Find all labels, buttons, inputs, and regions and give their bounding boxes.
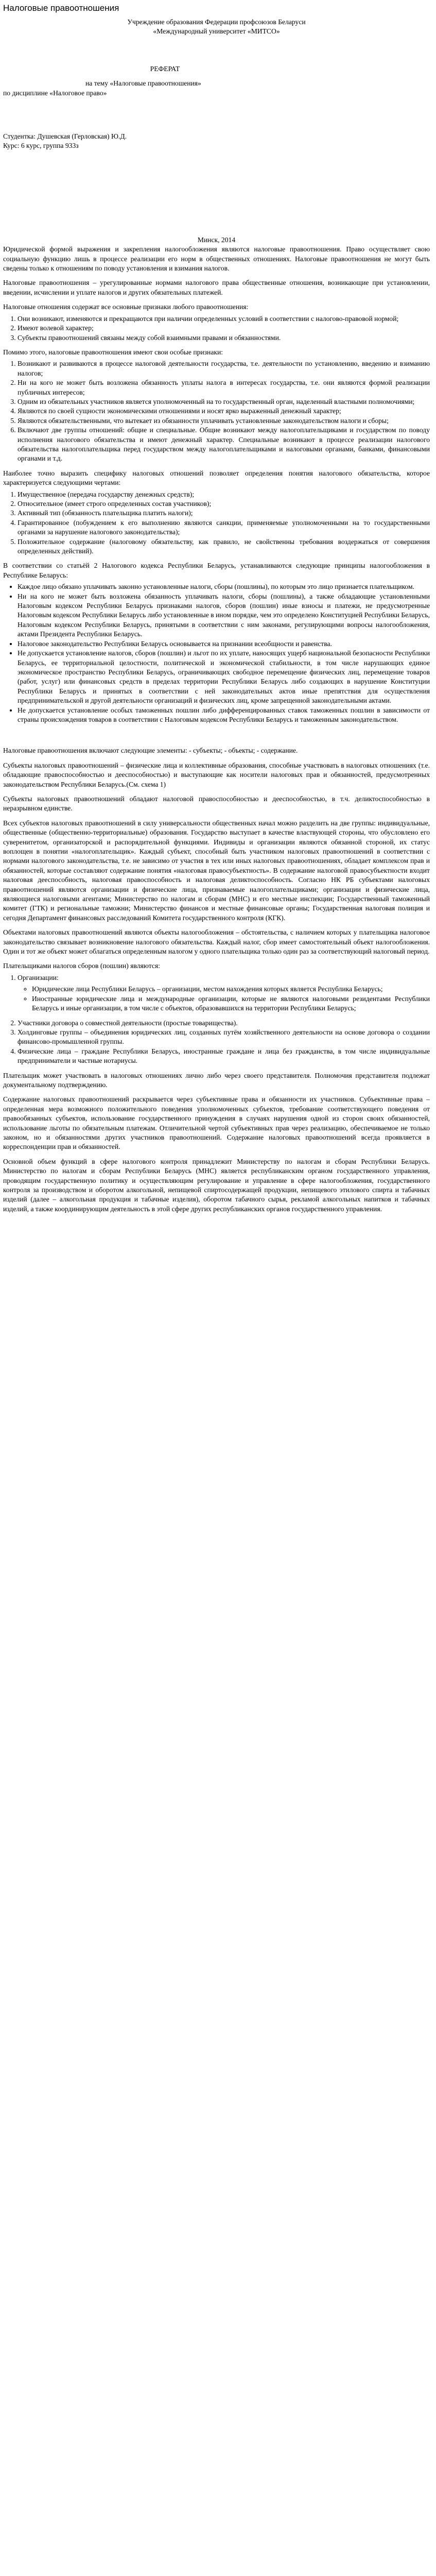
list-item: ◦ Юридические лица Республики Беларусь – организации, местом нахождения которых является Республика Беларусь; [32,985,430,994]
list-item: 1. Возникают и развиваются в процессе налоговой деятельности государства, т.е. деятельности по установлению, введению и взиманию налогов; [18,359,430,378]
capacity-paragraph: Субъекты налоговых правоотношений обладают налоговой правоспособностью и дееспособностью, в т.ч. деликтоспособностью в неразрывном единстве. [3,794,430,812]
list-item: • Налоговое законодательство Республики Беларусь основывается на признании всеобщности и равенства. [18,639,430,649]
institution-header [3,18,430,37]
payers-intro: Плательщиками налогов сборов (пошлин) являются: [3,962,160,970]
list-item: • Не допускается установление налогов, сборов (пошлин) и льгот по их уплате, наносящих ущерб национальной безопасности Республики Беларусь, ее территориальной целостности, политической и экономической стабильности, в том числе нарушающих единое экономическое пространство Республики Беларусь, ограничивающих свободное перемещение физических лиц, перемещение товаров (работ, услуг) или финансовых средств в пределах территории Республики Беларусь либо создающих в нарушение Конституции Республики Беларусь и принятых в соответствии с ней законодательных актов иные препятствия для осуществления предпринимательской и другой деятельности организаций и физических лиц, кроме запрещенной законодательными актами. [18,649,430,705]
list-item: 2. Относительное (имеет строго определенных состав участников); [18,499,430,509]
list-item: • Каждое лицо обязано уплачивать законно установленные налоги, сборы (пошлины), по которым это лицо признается плательщиком. [18,582,430,591]
list-item: • Не допускается установление особых таможенных пошлин либо дифференцированных ставок таможенных пошлин в зависимости от страны происхождения товаров в соответствии с Налоговым кодексом Республики Беларусь и таможенным законодательством. [18,706,430,725]
list-item: 4. Физические лица – граждане Республики Беларусь, иностранные граждане и лица без гражданства, в том числе индивидуальные предприниматели и частные нотариусы. [18,1047,430,1066]
list-item: 3. Активный тип (обязанность плательщика платить налоги); [18,509,430,518]
referat-heading: РЕФЕРАТ [150,64,180,73]
list-item: 2. Участники договора о совместной деятельности (простые товарищества). [18,1019,430,1028]
list-item: 1. Имущественное (передача государству денежных средств); [18,490,430,499]
payers-list [3,973,430,1066]
own-signs-intro: Помимо этого, налоговые правоотношения имеют свои особые признаки: [3,348,223,356]
elements-paragraph: Налоговые правоотношения включают следующие элементы: - субъекты; - объекты; - содержание. [3,747,298,755]
student-course: Курс: 6 курс, группа 933з [3,142,79,150]
institution-line-2: «Международный университет «МИТСО» [153,27,280,36]
list-item: 5. Положительное содержание (налоговому обязательству, как правило, не свойственны требования воздержаться от совершения определенных действий). [18,537,430,556]
list-item-text: Организации: [18,973,59,981]
list-item: 6. Включают две группы отношений: общие и специальные. Общие возникают между налогоплательщиками и государством по поводу исполнения налогового обязательства и имеют денежный характер. Специальные возникают в процессе реализации налогового обязательства налогоплательщика перед государством между налогоплательщиками и налоговыми органами, банками, финансовыми органами и т.д. [18,426,430,464]
institution-line-1: Учреждение образования Федерации профсоюзов Беларуси [127,18,306,26]
list-item: 2. Имеют волевой характер; [18,324,430,333]
referat-topic: на тему «Налоговые правоотношения» [85,79,201,88]
list-item: 4. Гарантированное (побуждением к его выполнению являются санкции, применяемые уполномоченными на то государственными органами за нарушение налогового законодательства); [18,518,430,537]
list-item: 2. Ни на кого не может быть возложена обязанность уплаты налога в интересах государства, т.е. они являются формой реализации публичных интересов; [18,378,430,397]
document-title: Налоговые правоотношения [3,3,119,13]
intro-paragraph: Юридической формой выражения и закрепления налогообложения являются налоговые правоотношения. Право осуществляет свою социальную функцию лишь в процессе реализации его норм в общественных отношениях. Налоговые правоотношения не могут быть сведены только к отношениям по поводу установления и взимания налогов. [3,245,430,273]
principles-intro: В соответствии со статьёй 2 Налогового кодекса Республики Беларусь, устанавливаются следующие принципы налогообложения в Республике Беларусь: [3,562,430,579]
definition-paragraph: Налоговые правоотношения – урегулированные нормами налогового права общественные отношения, возникающие при установлении, введении, исчислении и уплате налогов и других обязательных платежей. [3,279,430,296]
list-item: 5. Являются обязательственными, что вытекает из обязанности уплачивать установленные законодательством налоги и сборы; [18,416,430,426]
city-year: Минск, 2014 [197,235,236,244]
specific-list [3,490,430,556]
last-paragraph: Основной объем функций в сфере налогового контроля принадлежит Министерству по налогам и сборам Республики Беларусь. Министерство по налогам и сборам Республики Беларусь (МНС) является республиканским органом государственного управления, проводящим государственную политику и осуществляющим регулирование и управление в сфере налогообложения, государственного контроля за производством и оборотом алкогольной, непищевой спиртосодержащей продукции, непищевого этилового спирта и табачных изделий (далее – алкогольная продукция и табачные изделия), оборотом табачного сырья, рекламой алкогольных напитков и табачных изделий, а также координирующим деятельность в этой сфере других республиканских органов государственного управления. [3,1157,430,1213]
signs-list [3,314,430,343]
principles-list [3,582,430,724]
content-paragraph: Содержание налоговых правоотношений раскрывается через субъективные права и обязанности их участников. Субъективные права – определенная мера возможного положительного поведения уполномоченных субъектов, требование соответствующего поведения от правообязанных субъектов, использование государственного принуждения в случаях нарушения одной из сторон своих обязанностей, использование льготы по обязательным платежам. Отличительной чертой субъективных прав через реализацию, обеспечиваемое не только законом, но и обязанностями других участников правоотношений. Содержание налоговых правоотношений всегда проявляется в корреспонденции прав и обязанностей. [3,1095,430,1151]
list-item [18,973,430,1013]
referat-discipline: по дисциплине «Налоговое право» [3,89,107,97]
list-item: 4. Являются по своей сущности экономическими отношениями и носят ярко выраженный денежный характер; [18,406,430,416]
list-item: ◦ Иностранные юридические лица и международные организации, которые не являются налоговыми резидентами Республики Беларусь и иные организации, в том числе с объектов, образовавшихся на территории Республики Беларусь; [32,994,430,1013]
list-item: • Ни на кого не может быть возложена обязанность уплачивать налоги, сборы (пошлины), а также обладающие установленными Налоговым кодексом Республики Беларусь признаками налогов, сборов (пошлин) иные взносы и платежи, не предусмотренные Налоговым кодексом Республики Беларусь либо установленные в ином порядке, чем это определено Конституцией Республики Беларусь, Налоговым кодексом Республики Беларусь, принятыми в соответствии с ним законами, регулирующими вопросы налогообложения, актами Президента Республики Беларусь. [18,592,430,639]
payers-note: Плательщик может участвовать в налоговых отношениях лично либо через своего представителя. Полномочия представителя подлежат документальному подтверждению. [3,1071,430,1089]
payers-sublist [18,985,430,1013]
list-item: 1. Они возникают, изменяются и прекращаются при наличии определенных условий в соответствии с налогово-правовой нормой; [18,314,430,324]
subjects-paragraph: Субъекты налоговых правоотношений – физические лица и коллективные образования, способные участвовать в налоговых отношениях (т.е. обладающие правоспособностью и дееспособностью) и выступающие как носители налоговых прав и обязанностей, предусмотренных законодательством Республики Беларусь.(См. схема 1) [3,761,430,788]
student-name: Студентка: Душевская (Герловская) Ю.Д. [3,132,127,141]
objects-paragraph: Объектами налоговых правоотношений являются объекты налогообложения – обстоятельства, с наличием которых у плательщика налоговое законодательство связывает возникновение налогового обязательства. Каждый налог, сбор имеет самостоятельный объект налогообложения. Один и тот же объект может облагаться определенным налогом у одного плательщика только один раз за соответствующий налоговый период. [3,928,430,956]
list-item: 3. Одним из обязательных участников является уполномоченный на то государственный орган, наделенный властными полномочиями; [18,397,430,406]
all-subjects-paragraph: Всех субъектов налоговых правоотношений в силу универсальности общественных начал можно разделить на две группы: индивидуальные, общественные (общественно-территориальные) образования. Государство выступает в качестве властвующей стороны, что обусловлено его суверенитетом, организаторской и распорядительной функциями. Индивиды и организации являются обязанной стороной, их статус воплощен в понятии «налогоплательщик». Каждый субъект, способный быть участником налоговых правоотношений в соответствии с нормами налогового законодательства, т.е. не зависимо от участия в тех или иных налоговых правоотношениях, обладает комплексом прав и обязанностей, которые составляют содержание понятия «налоговая правосубъектность». В содержание налоговой правосубъектности входит налоговая дееспособность, налоговая правоспособность и налоговая деликтоспособность. Согласно НК РБ субъектами налоговых правоотношений являются организации и физические лица, признаваемые налогоплательщиками; организации и физические лица, являющиеся налоговыми агентами; Министерство по налогам и сборам (МНС) и его местные инспекции; Государственный таможенный комитет (ГТК) и региональные таможни; Министерство финансов и местные финансовые органы; Государственная налоговая полиция и сегодня Департамент финансовых расследований Комитета государственного контроля (КГК). [3,819,430,922]
list-item: 3. Холдинговые группы – объединения юридических лиц, созданных путём хозяйственного деятельности на основе договора о создании финансово-промышленной группы. [18,1028,430,1047]
own-signs-list [3,359,430,463]
signs-intro: Налоговые отношения содержат все основные признаки любого правоотношения: [3,303,249,311]
specific-intro: Наиболее точно выразить специфику налоговых отношений позволяет определения понятия налогового обязательства, которое характеризуется следующими чертами: [3,469,430,487]
list-item: 3. Субъекты правоотношений связаны между собой взаимными правами и обязанностями. [18,333,430,343]
